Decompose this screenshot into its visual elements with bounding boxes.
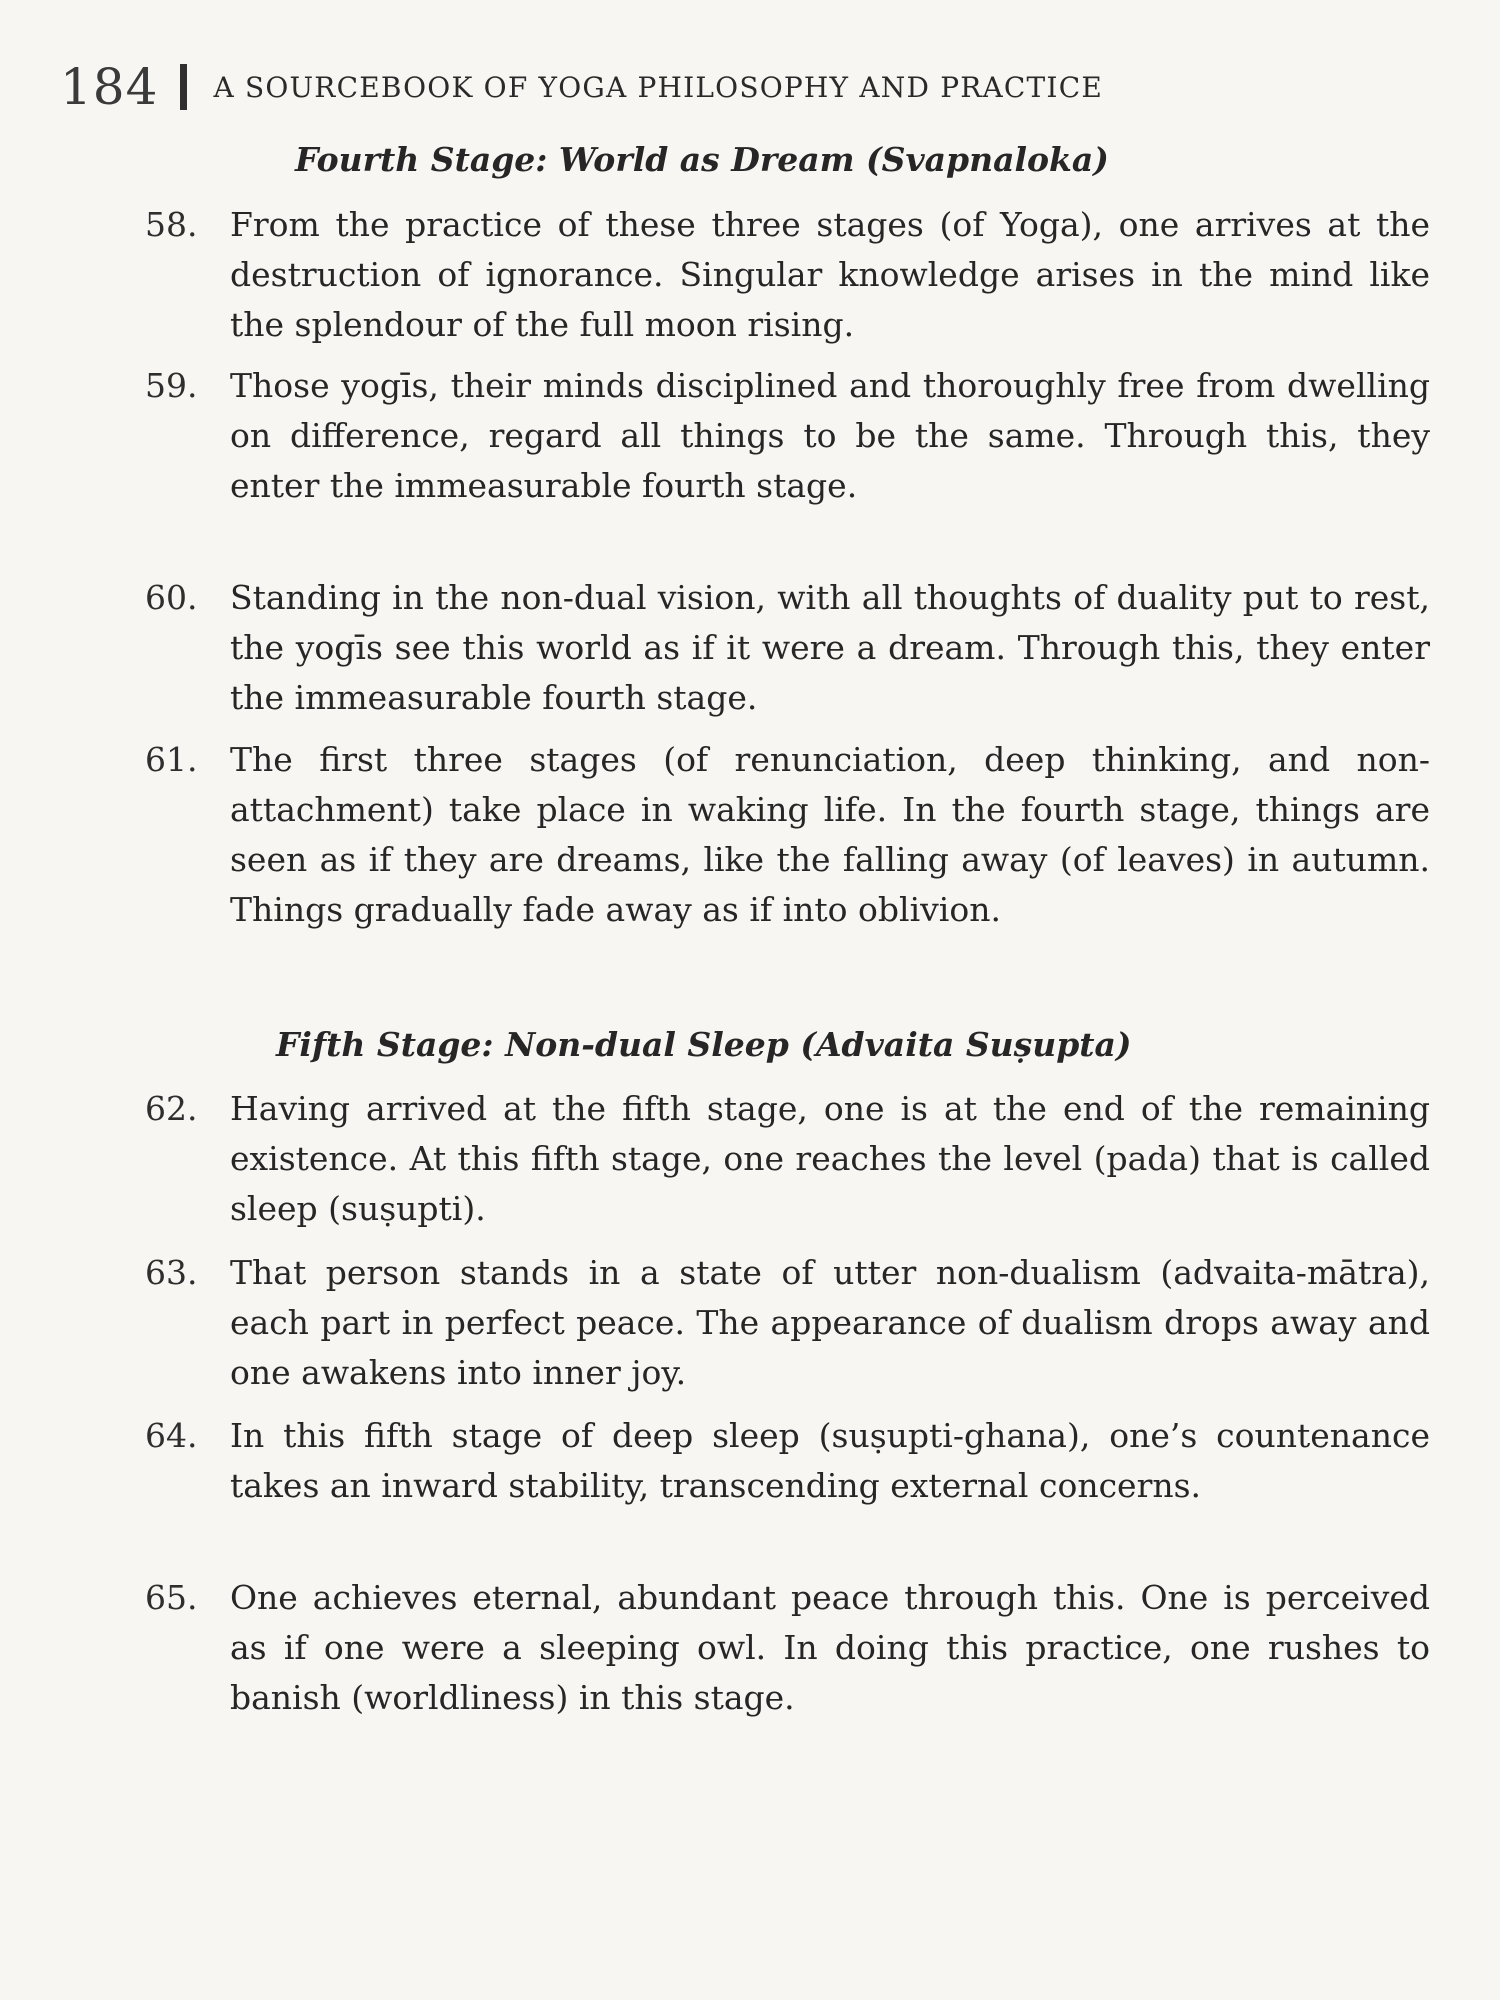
verse-59 bbox=[145, 361, 1430, 511]
verse-text: One achieves eternal, abundant peace through this. One is perceived as if one were a sleeping owl. In doing this practice, one rushes to banish (worldliness) in this stage. bbox=[230, 1578, 1430, 1717]
running-head bbox=[60, 58, 1103, 116]
verse-number: 60. bbox=[145, 578, 198, 617]
verse-number: 63. bbox=[145, 1253, 198, 1292]
section-heading-fifth-stage: Fifth Stage: Non-dual Sleep (Advaita Suṣupta) bbox=[276, 1025, 1132, 1064]
verse-64 bbox=[145, 1411, 1430, 1511]
verse-text: In this fifth stage of deep sleep (suṣupti-ghana), one’s countenance takes an inward stability, transcending external concerns. bbox=[230, 1416, 1430, 1505]
verse-58 bbox=[145, 200, 1430, 350]
verse-62 bbox=[145, 1084, 1430, 1234]
verse-number: 61. bbox=[145, 740, 198, 779]
verse-63 bbox=[145, 1248, 1430, 1398]
header-divider bbox=[180, 64, 187, 110]
verse-61 bbox=[145, 735, 1430, 935]
verse-text: From the practice of these three stages (of Yoga), one arrives at the destruction of ignorance. Singular knowledge arises in the mind like the splendour of the full moon rising. bbox=[230, 205, 1430, 344]
verse-text: Having arrived at the fifth stage, one is at the end of the remaining existence. At this fifth stage, one reaches the level (pada) that is called sleep (suṣupti). bbox=[230, 1089, 1430, 1228]
verse-text: That person stands in a state of utter non-dualism (advaita-mātra), each part in perfect peace. The appearance of dualism drops away and one awakens into inner joy. bbox=[230, 1253, 1430, 1392]
verse-60 bbox=[145, 573, 1430, 723]
verse-text: Standing in the non-dual vision, with all thoughts of duality put to rest, the yogīs see this world as if it were a dream. Through this, they enter the immeasurable fourth stage. bbox=[230, 578, 1430, 717]
verse-text: The first three stages (of renunciation, deep thinking, and non-attachment) take place in waking life. In the fourth stage, things are seen as if they are dreams, like the falling away (of leaves) in autumn. Things gradually fade away as if into oblivion. bbox=[230, 740, 1430, 929]
verse-65 bbox=[145, 1573, 1430, 1723]
section-heading-fourth-stage: Fourth Stage: World as Dream (Svapnaloka) bbox=[295, 140, 1109, 179]
verse-number: 65. bbox=[145, 1578, 198, 1617]
verse-number: 62. bbox=[145, 1089, 198, 1128]
verse-number: 59. bbox=[145, 366, 198, 405]
page-number: 184 bbox=[60, 58, 159, 116]
book-title: A SOURCEBOOK OF YOGA PHILOSOPHY AND PRACTICE bbox=[213, 70, 1103, 104]
verse-number: 58. bbox=[145, 205, 198, 244]
verse-number: 64. bbox=[145, 1416, 198, 1455]
verse-text: Those yogīs, their minds disciplined and thoroughly free from dwelling on difference, regard all things to be the same. Through this, they enter the immeasurable fourth stage. bbox=[230, 366, 1430, 505]
